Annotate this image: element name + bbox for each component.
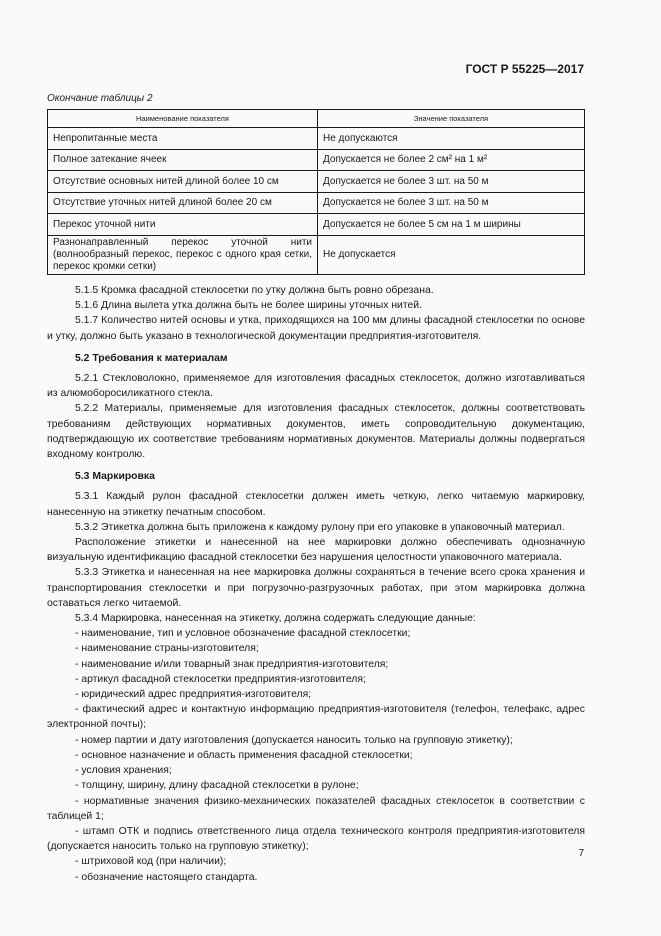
document-body — [47, 283, 585, 885]
section-heading-5-3: 5.3 Маркировка — [75, 471, 155, 483]
paragraph-5-1-7: 5.1.7 Количество нитей основы и утка, приходящихся на 100 мм длины фасадной стеклосетки по основе и утку, должно быть указано в технологической документации предприятия-изготовителя. — [47, 315, 585, 342]
list-item: - штриховой код (при наличии); — [75, 856, 227, 868]
list-item: - юридический адрес предприятия-изготовителя; — [75, 689, 312, 701]
indicator-cell: Перекос уточной нити — [48, 214, 318, 236]
table-row — [48, 192, 585, 214]
indicator-cell: Отсутствие уточных нитей длиной более 20 см — [48, 192, 318, 214]
list-item: - штамп ОТК и подпись ответственного лица отдела технического контроля предприятия-изготовителя (допускается наносить только на групповую этикетку); — [47, 825, 585, 853]
paragraph-5-2-1: 5.2.1 Стекловолокно, применяемое для изготовления фасадных стеклосеток, должно изготавливаться из алюмоборосиликатного стекла. — [47, 373, 585, 400]
paragraph-5-3-4: 5.3.4 Маркировка, нанесенная на этикетку, должна содержать следующие данные: — [75, 613, 476, 625]
list-item: - наименование, тип и условное обозначение фасадной стеклосетки; — [75, 628, 411, 640]
paragraph-5-3-2: 5.3.2 Этикетка должна быть приложена к каждому рулону при его упаковке в упаковочный материал. — [75, 521, 565, 533]
list-item: - фактический адрес и контактную информацию предприятия-изготовителя (телефон, телефакс, адрес электронной почты); — [47, 704, 585, 731]
list-item: - наименование и/или товарный знак предприятия-изготовителя; — [75, 658, 389, 670]
table-row — [48, 171, 585, 193]
requirements-table — [47, 109, 585, 275]
paragraph-5-3-3: 5.3.3 Этикетка и нанесенная на нее маркировка должны сохраняться в течение всего срока хранения и транспортирования стеклосетки и при погрузочно-разгрузочных работах, при этом маркировка должна оставаться легко читаемой. — [47, 567, 585, 609]
list-item: - обозначение настоящего стандарта. — [75, 871, 258, 883]
table-row — [48, 149, 585, 171]
paragraph-5-1-5: 5.1.5 Кромка фасадной стеклосетки по утку должна быть ровно обрезана. — [75, 285, 434, 296]
table-caption: Окончание таблицы 2 — [47, 93, 153, 104]
paragraph-5-3-1: 5.3.1 Каждый рулон фасадной стеклосетки должен иметь четкую, легко читаемую маркировку, нанесенную на этикетку печатным способом. — [47, 491, 585, 518]
column-header-value: Значение показателя — [318, 110, 585, 128]
indicator-cell: Непропитанные места — [48, 128, 318, 150]
list-item: - основное назначение и область применения фасадной стеклосетки; — [75, 749, 413, 761]
table-row — [48, 214, 585, 236]
list-item: - нормативные значения физико-механических показателей фасадных стеклосеток в соответствии с таблицей 1; — [47, 795, 585, 822]
list-item: - условия хранения; — [75, 765, 172, 777]
section-heading-5-2: 5.2 Требования к материалам — [75, 352, 228, 364]
list-item: - артикул фасадной стеклосетки предприятия-изготовителя; — [75, 673, 366, 685]
paragraph-5-3-2-continued: Расположение этикетки и нанесенной на нее маркировки должно обеспечивать однозначную визуальную идентификацию фасадной стеклосетки без нарушения целостности упаковочного материала. — [47, 537, 585, 564]
paragraph-5-1-6: 5.1.6 Длина вылета утка должна быть не более ширины уточных нитей. — [75, 300, 422, 312]
list-item: - толщину, ширину, длину фасадной стеклосетки в рулоне; — [75, 780, 359, 792]
value-cell: Не допускаются — [318, 128, 585, 150]
table-header-row — [48, 110, 585, 128]
indicator-cell: Полное затекание ячеек — [48, 149, 318, 171]
value-cell: Допускается не более 5 см на 1 м ширины — [318, 214, 585, 236]
value-cell: Допускается не более 3 шт. на 50 м — [318, 192, 585, 214]
table-row — [48, 235, 585, 274]
indicator-cell: Отсутствие основных нитей длиной более 10 см — [48, 171, 318, 193]
column-header-indicator: Наименование показателя — [48, 110, 318, 128]
table-row — [48, 128, 585, 150]
list-item: - номер партии и дату изготовления (допускается наносить только на групповую этикетку); — [75, 734, 513, 746]
value-cell: Не допускается — [318, 235, 585, 274]
paragraph-5-2-2: 5.2.2 Материалы, применяемые для изготовления фасадных стеклосеток, должны соответствовать требованиям действующих нормативных документов, иметь сопроводительную документацию, подтверждающую их соответствие требованиям нормативных документов. Материалы должны подвергаться входному контролю. — [47, 403, 585, 461]
value-cell: Допускается не более 3 шт. на 50 м — [318, 171, 585, 193]
page-number: 7 — [578, 848, 584, 859]
indicator-cell: Разнонаправленный перекос уточной нити (волнообразный перекос, перекос с одного края сетки, перекос кромки сетки) — [48, 235, 318, 274]
value-cell: Допускается не более 2 см² на 1 м² — [318, 149, 585, 171]
document-header: ГОСТ Р 55225—2017 — [465, 62, 584, 76]
list-item: - наименование страны-изготовителя; — [75, 643, 259, 655]
